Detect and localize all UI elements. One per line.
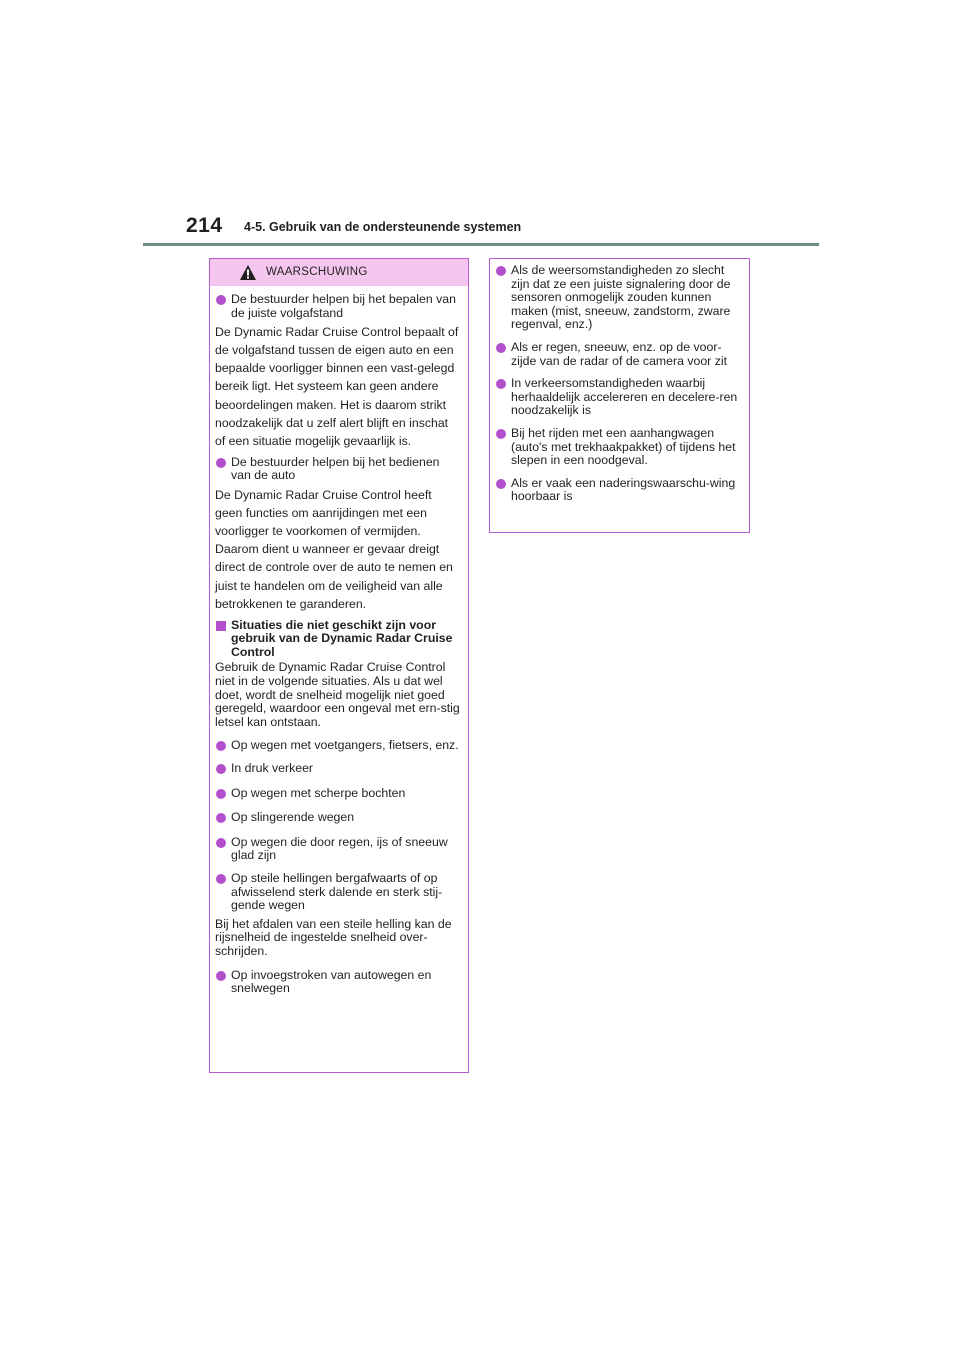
list-item: [215, 293, 461, 320]
list-item-text: In druk verkeer: [231, 761, 314, 776]
bullet-icon: [216, 741, 226, 751]
list-item: [495, 341, 742, 368]
list-item: [215, 787, 461, 801]
bullet-icon: [216, 295, 226, 305]
list-item-text: Als er regen, sneeuw, enz. op de voor-zijde van de radar of de camera voor zit: [511, 339, 727, 368]
list-item-text: Op wegen die door regen, ijs of sneeuw glad zijn: [231, 834, 448, 863]
list-item: [215, 969, 461, 996]
page-number: 214: [186, 214, 223, 237]
list-item-text: Bij het rijden met een aanhangwagen (auto's met trekhaakpakket) of tijdens het slepen in een noodgeval.: [511, 425, 736, 468]
list-item-text: Als er vaak een naderingswaarschu-wing hoorbaar is: [511, 475, 736, 504]
bullet-icon: [496, 479, 506, 489]
bullet-icon: [216, 764, 226, 774]
warning-header: [210, 259, 468, 286]
bullet-icon: [216, 789, 226, 799]
list-item: [495, 477, 742, 504]
list-item-text: Als de weersomstandigheden zo slecht zijn dat ze een juiste signalering door de sensoren onmogelijk zouden kunnen maken (mist, sneeuw, zandstorm, zware regenval, enz.): [511, 263, 731, 332]
square-bullet-icon: [216, 621, 226, 631]
list-item-text: Op steile hellingen bergafwaarts of op afwisselend sterk dalende en sterk stij-gende wegen: [231, 871, 443, 913]
paragraph: Bij het afdalen van een steile helling kan de rijsnelheid de ingestelde snelheid over-schrijden.: [215, 916, 452, 958]
list-item: [215, 836, 461, 863]
list-item: [215, 739, 461, 753]
warning-title: WAARSCHUWING: [266, 266, 368, 278]
bullet-icon: [216, 813, 226, 823]
paragraph: De Dynamic Radar Cruise Control bepaalt of de volgafstand tussen de eigen auto en een bepaalde voorligger binnen een vast-gelegd bereik ligt. Het systeem kan geen andere beoordelingen maken. Het is daarom strikt noodzakelijk dat u zelf alert blijft en inschat of een situatie mogelijk gevaarlijk is.: [215, 325, 459, 448]
bullet-icon: [496, 429, 506, 439]
section-title: 4-5. Gebruik van de ondersteunende systemen: [244, 220, 522, 234]
list-item: [495, 427, 742, 468]
list-item-text: Op invoegstroken van autowegen en snelwegen: [231, 967, 432, 996]
list-item-text: In verkeersomstandigheden waarbij herhaaldelijk accelereren en decelere-ren noodzakelijk is: [511, 376, 738, 418]
bullet-icon: [496, 343, 506, 353]
list-item: [215, 872, 461, 913]
list-item: [215, 456, 461, 483]
list-item-text: Op slingerende wegen: [231, 810, 355, 825]
warning-box-left: [209, 258, 469, 1073]
list-item: [215, 762, 461, 776]
list-item: [215, 811, 461, 825]
list-item: [495, 264, 742, 332]
list-item-text: De bestuurder helpen bij het bedienen van de auto: [231, 454, 440, 483]
list-item-text: Op wegen met voetgangers, fietsers, enz.: [231, 738, 459, 753]
warning-content-left: [210, 286, 468, 996]
bullet-icon: [216, 874, 226, 884]
subheading-text: Situaties die niet geschikt zijn voor gebruik van de Dynamic Radar Cruise Control: [231, 617, 453, 659]
list-item-text: De bestuurder helpen bij het bepalen van de juiste volgafstand: [231, 292, 456, 320]
warning-triangle-icon: [239, 264, 257, 281]
subheading: [215, 619, 461, 660]
warning-box-right: [489, 258, 750, 533]
bullet-icon: [496, 266, 506, 276]
list-item-text: Op wegen met scherpe bochten: [231, 785, 406, 800]
bullet-icon: [216, 458, 226, 468]
header-rule: [143, 243, 819, 246]
paragraph: Gebruik de Dynamic Radar Cruise Control niet in de volgende situaties. Als u dat wel doet, wordt de snelheid mogelijk niet goed geregeld, waardoor een ongeval met ern-stig letsel kan ontstaan.: [215, 660, 460, 729]
paragraph: De Dynamic Radar Cruise Control heeft geen functies om aanrijdingen met een voorligger te voorkomen of vermijden. Daarom dient u wanneer er gevaar dreigt direct de controle over de auto te nemen en juist te handelen om de veiligheid van alle betrokkenen te garanderen.: [215, 488, 453, 611]
bullet-icon: [216, 838, 226, 848]
list-item: [495, 377, 742, 418]
bullet-icon: [216, 971, 226, 981]
bullet-icon: [496, 379, 506, 389]
warning-content-right: [490, 259, 749, 504]
